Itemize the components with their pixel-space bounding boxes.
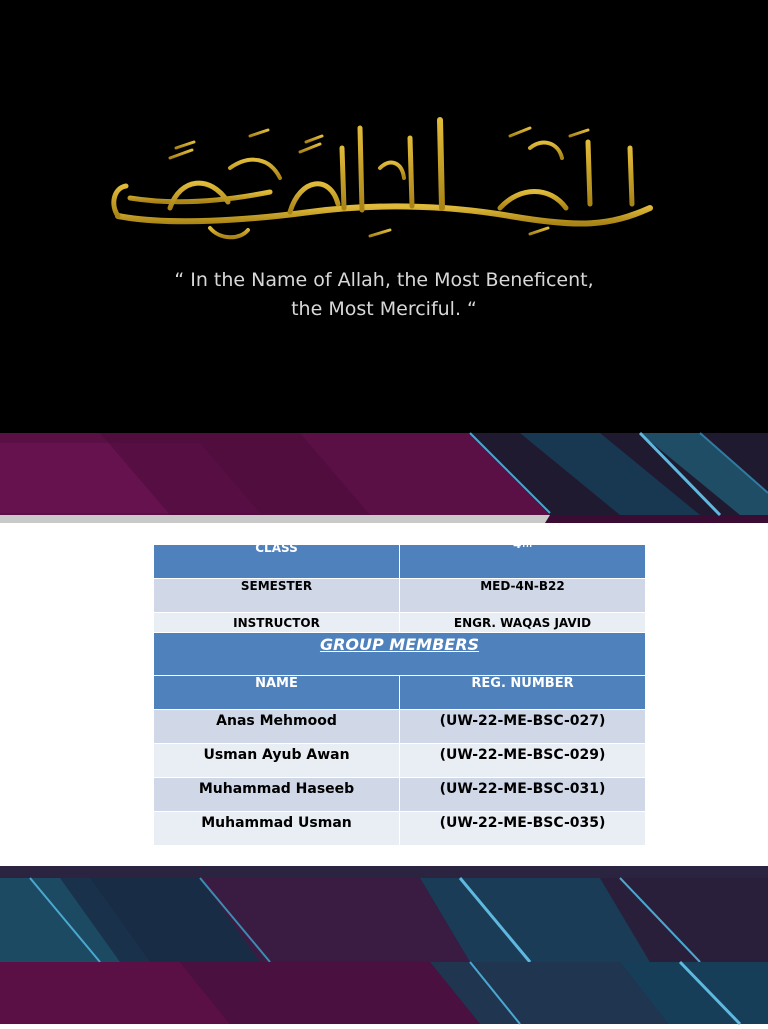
member-name: Muhammad Usman: [154, 812, 400, 846]
decorative-band-top: [0, 433, 768, 523]
calligraphy-text: بسم الله الرحمن الرحيم: [378, 243, 390, 244]
member-name: Muhammad Haseeb: [154, 778, 400, 812]
member-name: Anas Mehmood: [154, 710, 400, 744]
translation-line-1: “ In the Name of Allah, the Most Beneficent,: [174, 269, 594, 291]
member-reg: (UW-22-ME-BSC-029): [400, 744, 646, 778]
member-reg: (UW-22-ME-BSC-031): [400, 778, 646, 812]
member-reg: (UW-22-ME-BSC-035): [400, 812, 646, 846]
instructor-label: INSTRUCTOR: [154, 613, 400, 633]
semester-value: MED-4N-B22: [400, 579, 646, 613]
table-row: [154, 812, 646, 846]
translation-text: [0, 266, 768, 324]
class-row: [154, 545, 646, 579]
translation-line-2: the Most Merciful. “: [291, 298, 477, 320]
group-members-title-row: [154, 633, 646, 676]
class-value: 4TH: [513, 537, 532, 551]
members-header-row: [154, 676, 646, 710]
table-row: [154, 744, 646, 778]
decorative-band-bottom: [0, 866, 768, 1024]
reg-column-header: REG. NUMBER: [400, 676, 646, 710]
semester-row: [154, 579, 646, 613]
semester-label: SEMESTER: [154, 579, 400, 613]
info-table: [153, 537, 646, 846]
instructor-row: [154, 613, 646, 633]
group-members-title: GROUP MEMBERS: [154, 633, 646, 676]
name-column-header: NAME: [154, 676, 400, 710]
class-label: CLASS: [255, 541, 298, 555]
instructor-value: ENGR. WAQAS JAVID: [400, 613, 646, 633]
header-section: [0, 0, 768, 433]
bismillah-calligraphy: [110, 108, 658, 248]
class-label-cell: [154, 541, 400, 579]
member-reg: (UW-22-ME-BSC-027): [400, 710, 646, 744]
table-row: [154, 710, 646, 744]
member-name: Usman Ayub Awan: [154, 744, 400, 778]
table-row: [154, 778, 646, 812]
class-value-cell: [400, 537, 646, 579]
